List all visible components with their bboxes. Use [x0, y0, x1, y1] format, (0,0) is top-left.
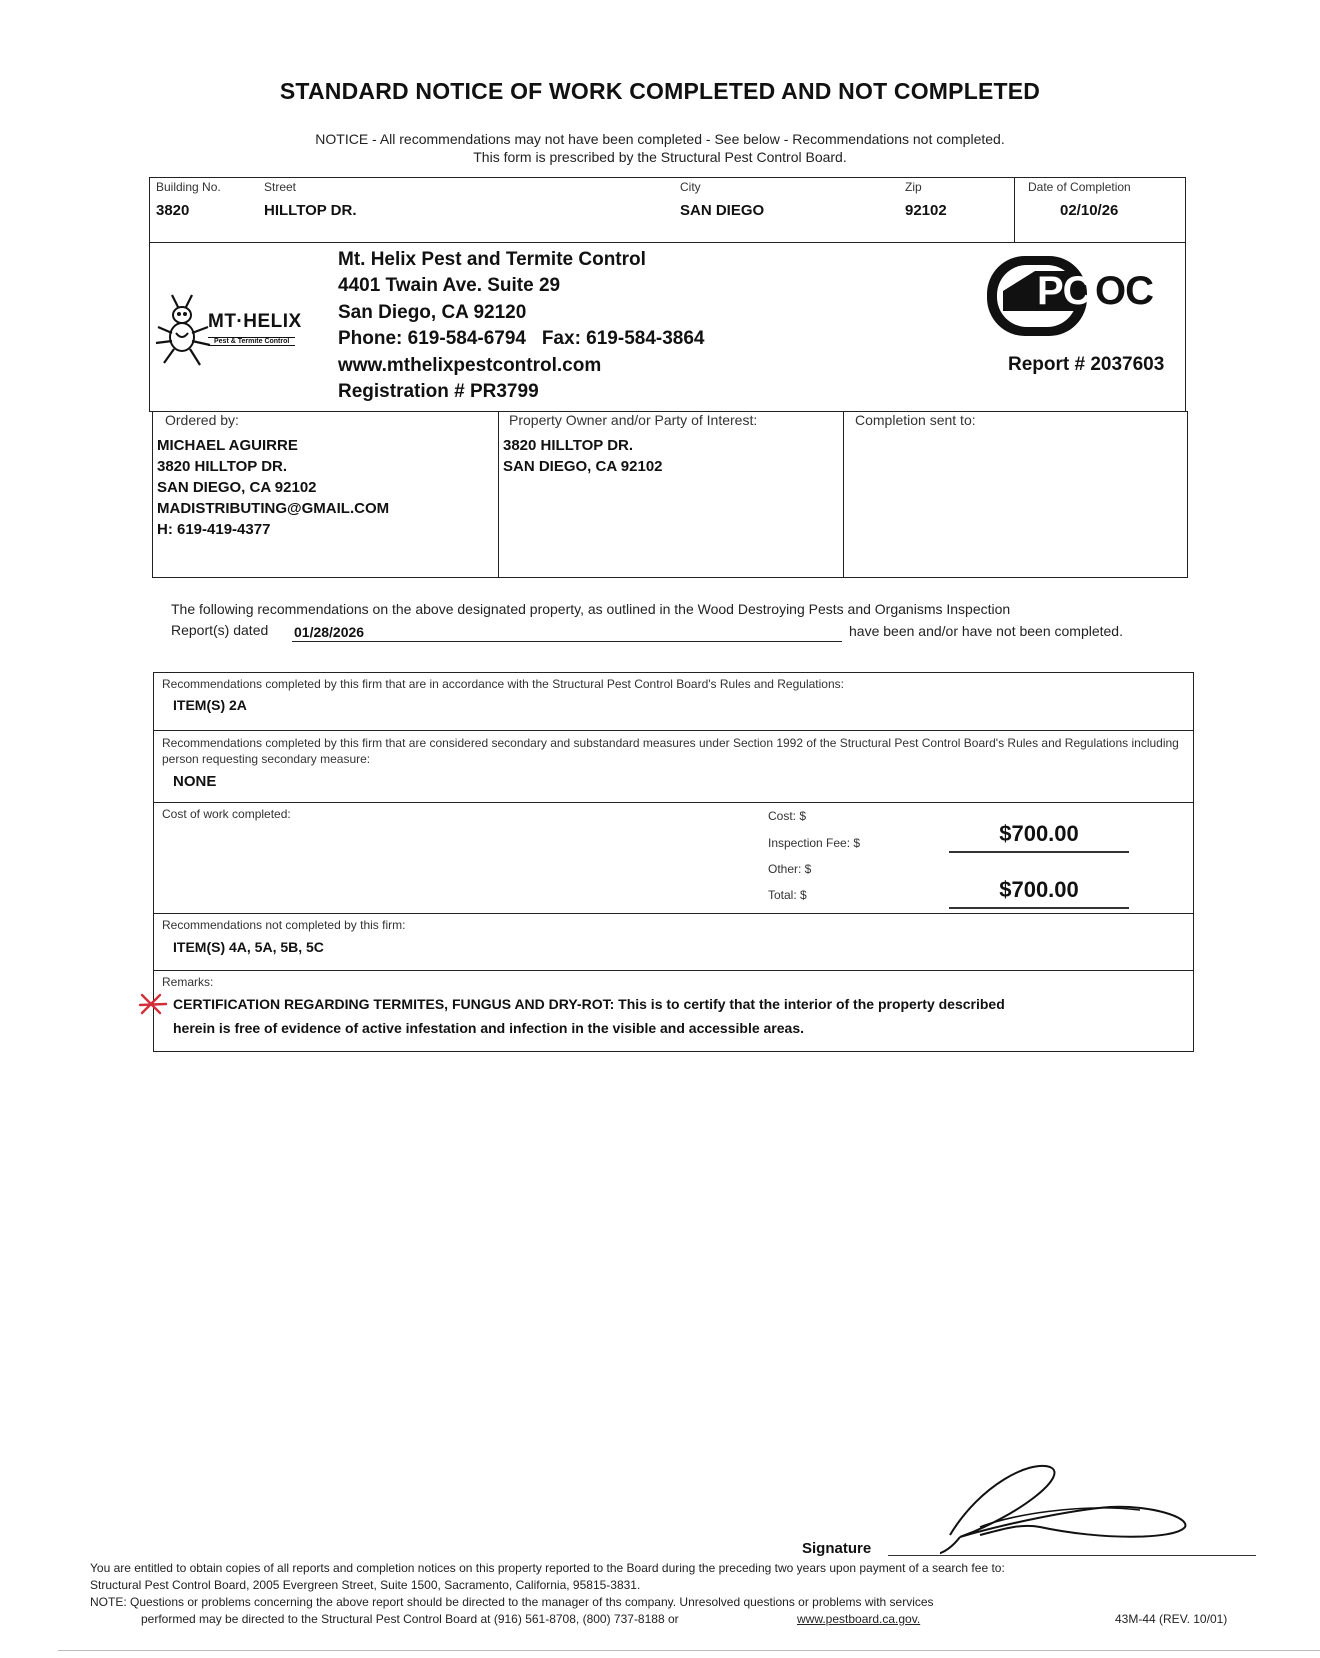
statement-report-dated-label: Report(s) dated — [171, 622, 269, 638]
remarks-line-1: CERTIFICATION REGARDING TERMITES, FUNGUS AND DRY-ROT: This is to certify that the interior of the property described — [173, 996, 1005, 1012]
completed-items: ITEM(S) 2A — [173, 697, 247, 713]
footer-line-1: You are entitled to obtain copies of all reports and completion notices on this property reported to the Board during the preceding two years upon payment of a search fee to: — [90, 1561, 1005, 1575]
company-website[interactable]: www.mthelixpestcontrol.com — [338, 355, 602, 376]
form-title: STANDARD NOTICE OF WORK COMPLETED AND NOT COMPLETED — [279, 78, 1041, 104]
form-number: 43M-44 (REV. 10/01) — [1115, 1612, 1228, 1626]
cost-of-work-label: Cost of work completed: — [162, 807, 291, 821]
completion-sent-to-label: Completion sent to: — [855, 412, 976, 428]
footer-line-2: Structural Pest Control Board, 2005 Evergreen Street, Suite 1500, Sacramento, California, 95815-3831. — [90, 1578, 641, 1592]
termite-mascot-icon — [154, 293, 214, 373]
total-label: Total: $ — [768, 888, 807, 902]
company-logo — [154, 293, 316, 373]
signature-label: Signature — [802, 1540, 872, 1557]
pcoc-badge-text-right: OC — [1095, 269, 1153, 313]
owner-line: 3820 HILLTOP DR. — [503, 437, 634, 454]
not-completed-items: ITEM(S) 4A, 5A, 5B, 5C — [173, 939, 324, 955]
secondary-items: NONE — [173, 773, 217, 790]
city-label: City — [680, 180, 701, 194]
not-completed-label: Recommendations not completed by this firm: — [162, 918, 406, 932]
completion-date-value: 02/10/26 — [1060, 202, 1119, 219]
ordered-by-line: MADISTRIBUTING@GMAIL.COM — [157, 500, 390, 517]
statement-line-2-end: have been and/or have not been completed. — [849, 623, 1123, 639]
footer-line-4: performed may be directed to the Structural Pest Control Board at (916) 561-8708, (800) 737-8188 or — [141, 1612, 679, 1626]
report-number: Report # 2037603 — [1008, 354, 1165, 375]
report-date-value: 01/28/2026 — [294, 624, 365, 640]
zip-label: Zip — [905, 180, 922, 194]
divider — [843, 412, 844, 577]
company-box — [149, 242, 1186, 412]
divider — [498, 412, 499, 577]
divider — [1014, 178, 1015, 242]
inspection-fee-field — [949, 821, 1129, 853]
asterisk-icon — [138, 991, 168, 1019]
company-phone-fax: Phone: 619-584-6794 Fax: 619-584-3864 — [338, 328, 705, 349]
footer-line-3: NOTE: Questions or problems concerning the above report should be directed to the manager of ths company. Unresolved questions or problems with services — [90, 1595, 934, 1609]
remarks-line-2: herein is free of evidence of active infestation and infection in the visible and accessible areas. — [173, 1020, 804, 1036]
pcoc-badge-text-left: PC — [1037, 269, 1091, 313]
company-registration: Registration # PR3799 — [338, 381, 539, 402]
report-date-line — [292, 622, 842, 642]
owner-line: SAN DIEGO, CA 92102 — [503, 458, 663, 475]
cost-label: Cost: $ — [768, 809, 807, 823]
ordered-by-line: SAN DIEGO, CA 92102 — [157, 479, 317, 496]
pcoc-badge-logo — [985, 251, 1165, 341]
pestboard-link[interactable]: www.pestboard.ca.gov. — [797, 1612, 921, 1626]
ordered-by-line: 3820 HILLTOP DR. — [157, 458, 288, 475]
company-address-1: 4401 Twain Ave. Suite 29 — [338, 275, 561, 296]
ordered-by-block — [157, 435, 389, 540]
notice-line-1: NOTICE - All recommendations may not have been completed - See below - Recommendations not completed. — [315, 131, 1005, 147]
city-value: SAN DIEGO — [680, 202, 765, 219]
statement-line-1: The following recommendations on the above designated property, as outlined in the Wood Destroying Pests and Organisms Inspection — [171, 601, 1011, 617]
ordered-by-label: Ordered by: — [165, 412, 239, 428]
recommendations-box — [153, 672, 1194, 1052]
divider — [154, 970, 1193, 971]
owner-block — [503, 435, 663, 477]
ordered-by-line: MICHAEL AGUIRRE — [157, 437, 298, 454]
signature-graphic — [940, 1455, 1200, 1565]
ordered-by-line: H: 619-419-4377 — [157, 521, 271, 538]
divider — [154, 913, 1193, 914]
completed-label: Recommendations completed by this firm that are in accordance with the Structural Pest Control Board's Rules and Regulations: — [162, 677, 844, 691]
company-name: Mt. Helix Pest and Termite Control — [338, 249, 646, 270]
secondary-label: Recommendations completed by this firm that are considered secondary and substandard measures under Section 1992 of the Structural Pest Control Board's Rules and Regulations including person requesting secondary measure: — [162, 736, 1179, 766]
logo-subtext: Pest & Termite Control — [208, 337, 295, 346]
building-no-label: Building No. — [156, 180, 221, 194]
street-label: Street — [264, 180, 297, 194]
inspection-fee-value: $700.00 — [999, 821, 1079, 846]
other-label: Other: $ — [768, 862, 812, 876]
page-bottom-edge — [58, 1650, 1320, 1651]
inspection-fee-label: Inspection Fee: $ — [768, 836, 861, 850]
owner-label: Property Owner and/or Party of Interest: — [509, 412, 758, 428]
completion-date-label: Date of Completion — [1028, 180, 1131, 194]
address-box — [149, 177, 1186, 243]
remarks-label: Remarks: — [162, 975, 214, 989]
company-address-2: San Diego, CA 92120 — [338, 302, 527, 323]
total-field — [949, 877, 1129, 909]
parties-box — [152, 411, 1188, 578]
divider — [154, 730, 1193, 731]
zip-value: 92102 — [905, 202, 947, 219]
building-no-value: 3820 — [156, 202, 190, 219]
logo-text: MT·HELIX — [208, 311, 302, 332]
total-value: $700.00 — [999, 877, 1079, 902]
divider — [154, 802, 1193, 803]
notice-line-2: This form is prescribed by the Structural Pest Control Board. — [473, 149, 847, 165]
street-value: HILLTOP DR. — [264, 202, 357, 219]
